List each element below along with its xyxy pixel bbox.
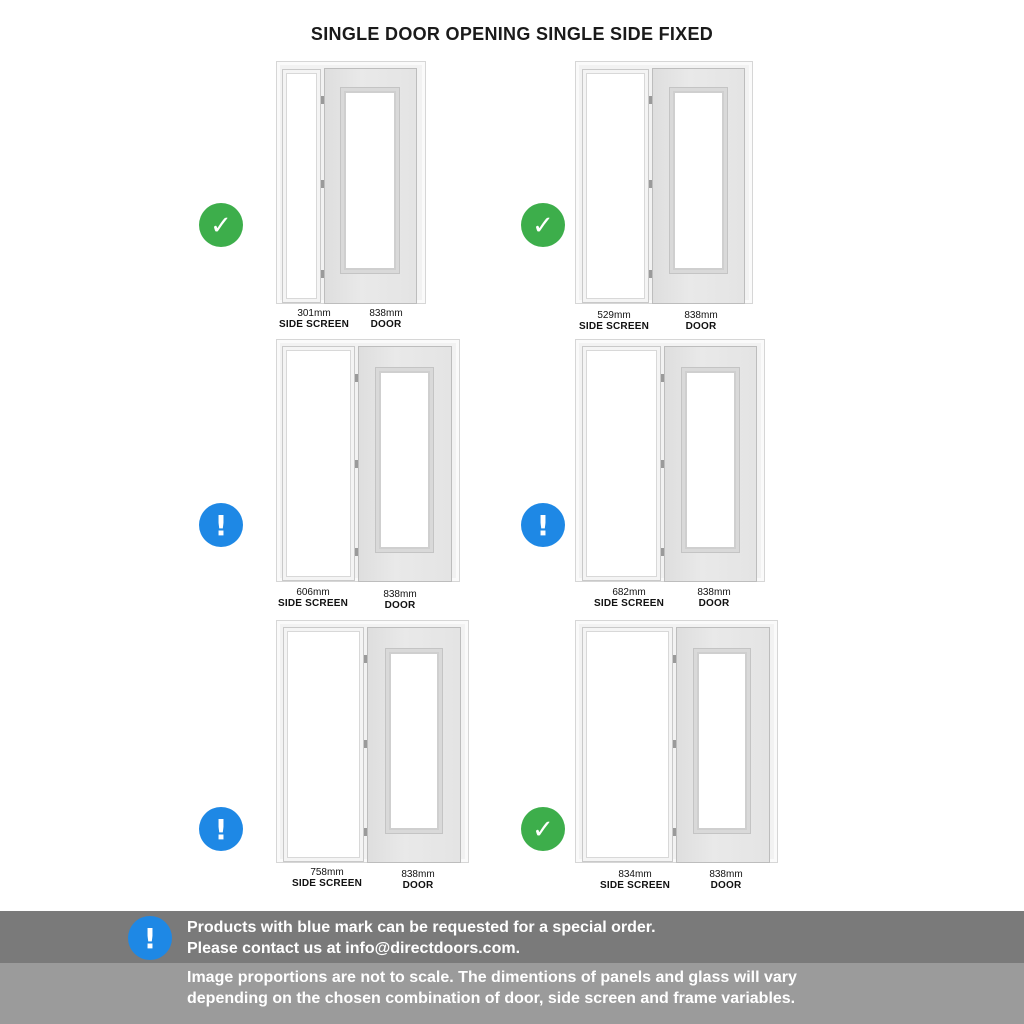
door-dimension — [696, 869, 756, 891]
side-screen-panel — [582, 69, 649, 303]
disclaimer-text — [187, 967, 797, 1009]
door-label: DOOR — [698, 598, 730, 609]
door-glass-panel — [344, 91, 396, 270]
disclaimer-line-1: Image proportions are not to scale. The dimentions of panels and glass will vary — [187, 969, 797, 986]
disclaimer-line-2: depending on the chosen combination of door, side screen and frame variables. — [187, 990, 796, 1007]
hinge-middle — [649, 180, 652, 188]
side-screen-dimension — [596, 869, 674, 891]
side-screen-width: 758mm — [310, 867, 344, 878]
hinge-bottom — [355, 548, 358, 556]
hinge-top — [673, 655, 676, 663]
hinge-bottom — [364, 828, 367, 836]
door-label: DOOR — [710, 880, 742, 891]
door-glass-panel — [697, 652, 747, 830]
available-check-icon: ✓ — [521, 203, 565, 247]
side-screen-dimension — [575, 310, 653, 332]
door-width: 838mm — [684, 310, 718, 321]
door-dimension — [370, 589, 430, 611]
side-screen-panel — [582, 346, 661, 581]
door-dimension — [684, 587, 744, 609]
hinge-top — [355, 374, 358, 382]
special-order-exclamation-icon: ! — [199, 503, 243, 547]
hinge-bottom — [661, 548, 664, 556]
door-dimension — [671, 310, 731, 332]
side-screen-width: 529mm — [597, 310, 631, 321]
hinge-top — [661, 374, 664, 382]
side-screen-label: SIDE SCREEN — [279, 319, 349, 330]
side-screen-dimension — [288, 867, 366, 889]
available-check-icon: ✓ — [521, 807, 565, 851]
side-screen-label: SIDE SCREEN — [579, 321, 649, 332]
side-screen-panel — [582, 627, 673, 862]
door-dimension — [356, 308, 416, 330]
page-title: SINGLE DOOR OPENING SINGLE SIDE FIXED — [310, 24, 714, 44]
side-screen-panel — [282, 69, 321, 303]
door-dimension — [388, 869, 448, 891]
special-order-exclamation-icon: ! — [128, 916, 172, 960]
door-glass-panel — [673, 91, 724, 270]
door-glass-panel — [379, 371, 430, 549]
door-width: 838mm — [369, 308, 403, 319]
side-screen-dimension — [274, 587, 352, 609]
door-width: 838mm — [383, 589, 417, 600]
hinge-top — [321, 96, 324, 104]
hinge-middle — [673, 740, 676, 748]
side-screen-width: 606mm — [296, 587, 330, 598]
special-order-exclamation-icon: ! — [521, 503, 565, 547]
side-screen-width: 301mm — [297, 308, 331, 319]
door-glass-panel — [685, 371, 736, 549]
door-label: DOOR — [402, 880, 434, 891]
special-order-line-1: Products with blue mark can be requested for a special order. — [187, 919, 656, 936]
door-width: 838mm — [401, 869, 435, 880]
door-glass-panel — [389, 652, 439, 830]
contact-line: Please contact us at info@directdoors.com. — [187, 940, 521, 957]
available-check-icon: ✓ — [199, 203, 243, 247]
hinge-middle — [661, 460, 664, 468]
door-width: 838mm — [709, 869, 743, 880]
door-width: 838mm — [697, 587, 731, 598]
door-label: DOOR — [370, 319, 402, 330]
side-screen-dimension — [590, 587, 668, 609]
special-order-exclamation-icon: ! — [199, 807, 243, 851]
hinge-middle — [355, 460, 358, 468]
door-label: DOOR — [384, 600, 416, 611]
side-screen-dimension — [276, 308, 352, 330]
hinge-middle — [364, 740, 367, 748]
side-screen-label: SIDE SCREEN — [292, 878, 362, 889]
hinge-bottom — [673, 828, 676, 836]
side-screen-label: SIDE SCREEN — [594, 598, 664, 609]
hinge-top — [649, 96, 652, 104]
hinge-top — [364, 655, 367, 663]
side-screen-panel — [283, 627, 364, 862]
side-screen-label: SIDE SCREEN — [278, 598, 348, 609]
side-screen-label: SIDE SCREEN — [600, 880, 670, 891]
door-label: DOOR — [685, 321, 717, 332]
side-screen-width: 682mm — [612, 587, 646, 598]
hinge-middle — [321, 180, 324, 188]
hinge-bottom — [649, 270, 652, 278]
side-screen-width: 834mm — [618, 869, 652, 880]
side-screen-panel — [282, 346, 355, 581]
hinge-bottom — [321, 270, 324, 278]
special-order-text — [187, 917, 656, 959]
